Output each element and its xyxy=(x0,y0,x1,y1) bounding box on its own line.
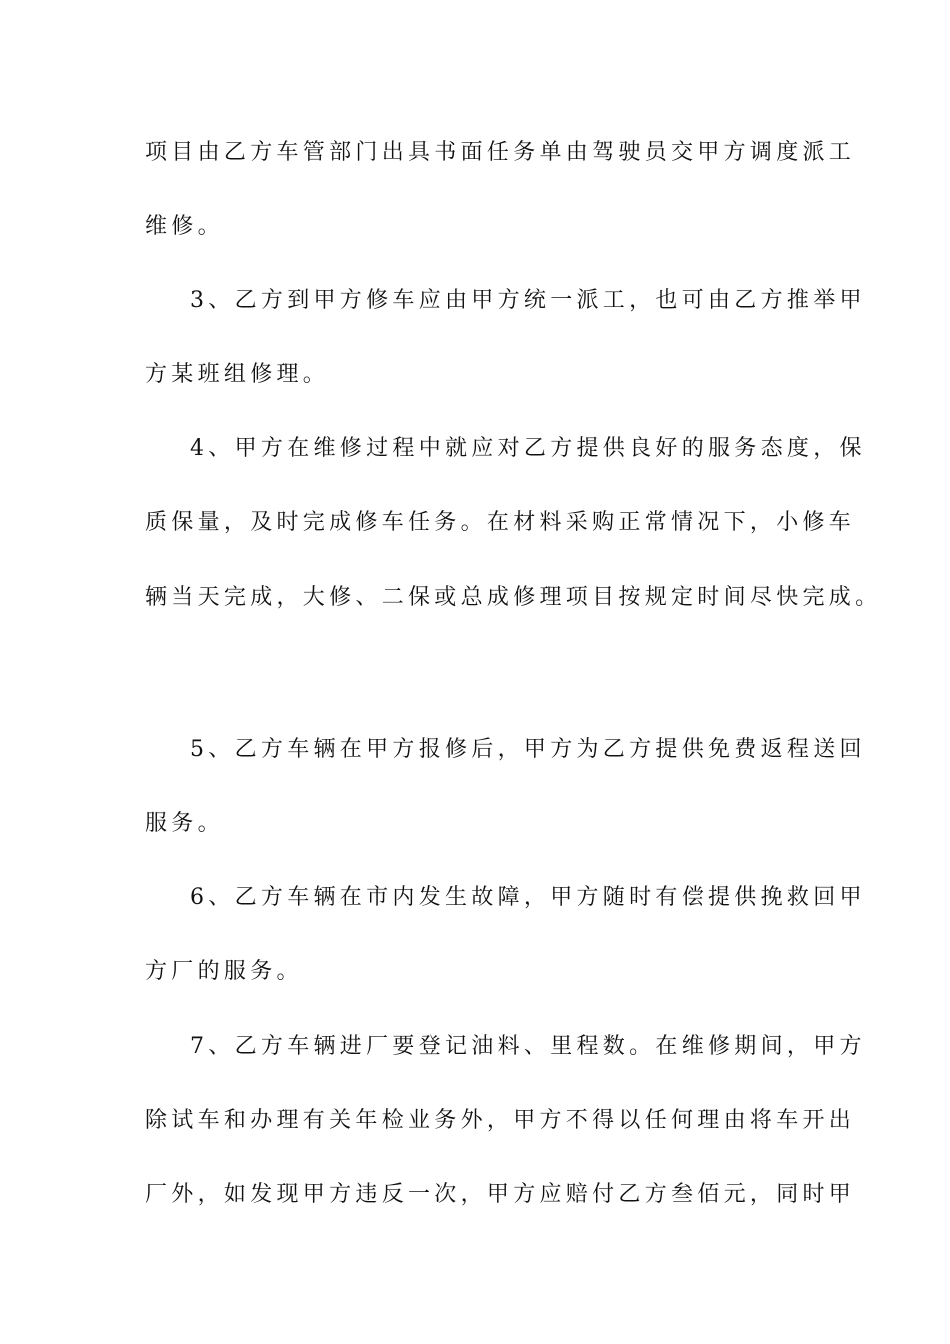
numbered-item-7: 7、乙方车辆进厂要登记油料、里程数。在维修期间，甲方 xyxy=(190,1034,866,1059)
text-line: 厂外，如发现甲方违反一次，甲方应赔付乙方叁佰元，同时甲 xyxy=(145,1182,856,1207)
text-line: 辆当天完成，大修、二保或总成修理项目按规定时间尽快完成。 xyxy=(145,585,882,610)
text-line: 除试车和办理有关年检业务外，甲方不得以任何理由将车开出 xyxy=(145,1108,856,1133)
numbered-item-3: 3、乙方到甲方修车应由甲方统一派工，也可由乙方推举甲 xyxy=(190,288,866,313)
numbered-item-6: 6、乙方车辆在市内发生故障，甲方随时有偿提供挽救回甲 xyxy=(190,885,866,910)
text-line: 维修。 xyxy=(145,214,224,239)
numbered-item-4: 4、甲方在维修过程中就应对乙方提供良好的服务态度，保 xyxy=(190,436,866,461)
text-line: 方厂的服务。 xyxy=(145,959,303,984)
text-line: 质保量，及时完成修车任务。在材料采购正常情况下，小修车 xyxy=(145,510,856,535)
text-line: 服务。 xyxy=(145,811,224,836)
numbered-item-5: 5、乙方车辆在甲方报修后，甲方为乙方提供免费返程送回 xyxy=(190,737,866,762)
text-line: 方某班组修理。 xyxy=(145,362,330,387)
text-line: 项目由乙方车管部门出具书面任务单由驾驶员交甲方调度派工 xyxy=(145,140,856,165)
